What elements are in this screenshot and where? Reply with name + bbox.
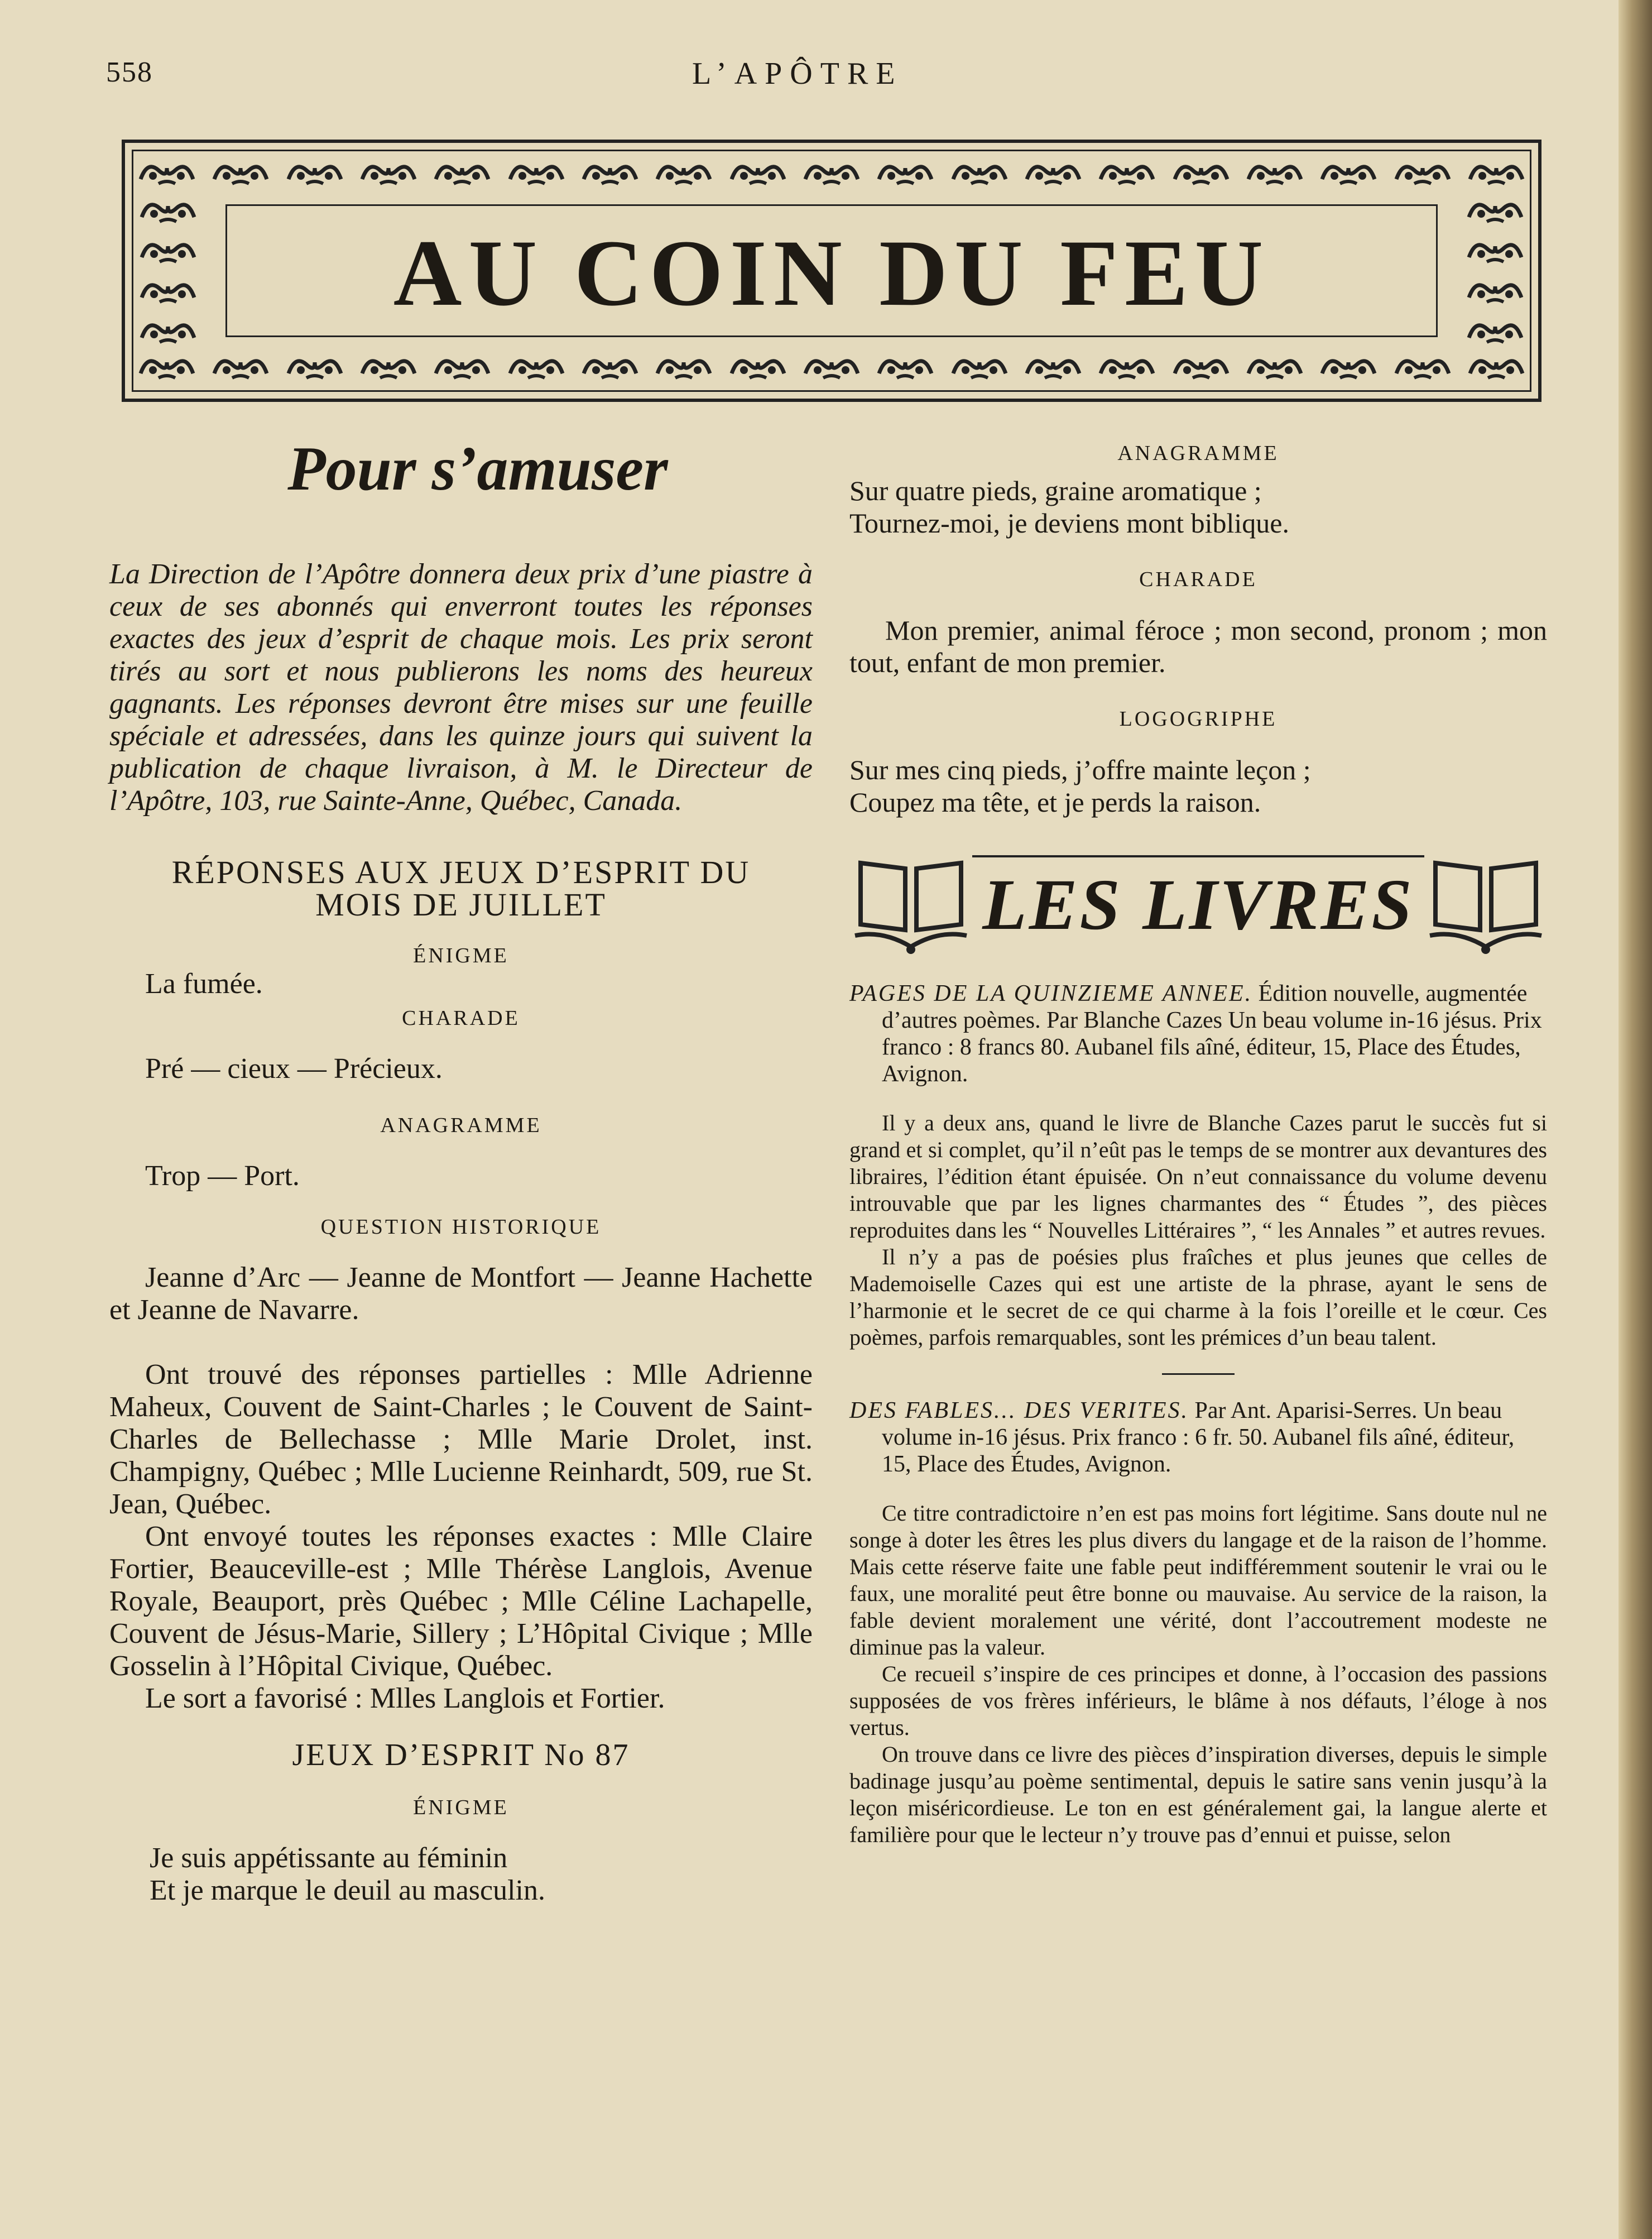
anagramme-answer: Trop — Port.: [145, 1160, 300, 1192]
right-anagramme-label: ANAGRAMME: [1117, 442, 1279, 465]
anagramme-label: ANAGRAMME: [380, 1114, 542, 1137]
book-1-paragraph-2: Il n’y a pas de poésies plus fraîches et plus jeunes que celles de Mademoiselle Cazes qui est une artiste de la phrase, ayant le sens de l’harmonie et le secret de ce qui charme à la fois l’oreille et le cœur. Ces poèmes, parfois remarquables, sont les prémices d’un beau talent.: [849, 1244, 1547, 1350]
fleuron-ornament: [579, 351, 641, 382]
les-livres-banner: [849, 852, 1547, 958]
charade-answer: Pré — cieux — Précieux.: [145, 1053, 443, 1085]
livres-top-rule: [972, 855, 1424, 857]
book-2-title: DES FABLES... DES VERITES.: [849, 1398, 1189, 1423]
page-number: 558: [106, 56, 153, 88]
book-1-title: PAGES DE LA QUINZIEME ANNEE.: [849, 981, 1253, 1006]
book-2-meta: Par Ant. Aparisi-Serres. Un beau volume in-16 jésus. Prix franco : 6 fr. 50. Aubanel fils aîné, éditeur, 15, Place des Études, Avignon.: [882, 1398, 1515, 1477]
fleuron-ornament: [358, 351, 419, 382]
logogriphe-line-1: Sur mes cinq pieds, j’offre mainte leçon ;: [849, 754, 1311, 785]
fleuron-ornament: [431, 351, 493, 382]
fleuron-ornament: [579, 157, 641, 188]
fleuron-ornament: [949, 157, 1010, 188]
ornament-column-left: [137, 190, 199, 351]
enigme-2-label: ÉNIGME: [413, 1796, 509, 1819]
book-2-paragraph-2: Ce recueil s’inspire de ces principes et donne, à l’occasion des passions supposées de vos frères inférieurs, le blâme à nos défauts, l’éloge à nos vertus.: [849, 1661, 1547, 1740]
fleuron-ornament: [284, 351, 345, 382]
fleuron-ornament: [1464, 195, 1526, 226]
banner-title: AU COIN DU FEU: [393, 220, 1270, 325]
right-charade-label: CHARADE: [1139, 568, 1257, 591]
question-historique-answer: Jeanne d’Arc — Jeanne de Montfort — Jeanne Hachette et Jeanne de Navarre.: [109, 1262, 813, 1326]
left-column: [109, 430, 813, 1907]
exact-responses: Ont envoyé toutes les réponses exactes : Mlle Claire Fortier, Beauceville-est ; Mlle Thérèse Langlois, Avenue Royale, Beauport, près Québec ; Mlle Céline Lachapelle, Couvent de Jésus-Marie, Sillery ; L’Hôpital Civique ; Mlle Gosselin à l’Hôpital Civique, Québec.: [109, 1521, 813, 1682]
book-1-header: [849, 980, 1547, 1087]
logogriphe-line-2: Coupez ma tête, et je perds la raison.: [849, 787, 1261, 818]
responses-title: [109, 856, 813, 921]
book-1-paragraph-1: Il y a deux ans, quand le livre de Blanche Cazes parut le succès fut si grand et si complet, qu’il n’eût pas le temps de se montrer aux devantures des libraires, l’édition étant épuisée. On n’eut connaissance du volume devenu introuvable que par les lignes charmantes des “ Études ”, des pièces reproduites dans les “ Nouvelles Littéraires ”, “ les Annales ” et autres revues.: [849, 1110, 1547, 1243]
contest-intro: La Direction de l’Apôtre donnera deux prix d’une piastre à ceux de ses abonnés qui enverront toutes les réponses exactes des jeux d’esprit de chaque mois. Les prix seront tirés au sort et nous publierons les noms des heureux gagnants. Les réponses devront être mises sur une feuille spéciale et adressées, dans les quinze jours qui suivent la publication de chaque livraison, à M. le Directeur de l’Apôtre, 103, rue Sainte-Anne, Québec, Canada.: [109, 558, 813, 817]
open-book-icon-right: [1424, 852, 1547, 958]
fleuron-ornament: [358, 157, 419, 188]
charade-label: CHARADE: [402, 1006, 520, 1030]
fleuron-ornament: [1318, 157, 1379, 188]
fleuron-ornament: [1022, 351, 1084, 382]
fleuron-ornament: [1244, 157, 1305, 188]
fleuron-ornament: [1170, 157, 1232, 188]
section-banner: [122, 140, 1541, 402]
winners: Le sort a favorisé : Mlles Langlois et Fortier.: [145, 1682, 665, 1714]
fleuron-ornament: [137, 275, 199, 306]
right-anagramme-line-2: Tournez-moi, je deviens mont biblique.: [849, 507, 1289, 539]
book-2-header: [849, 1397, 1547, 1478]
fleuron-ornament: [1464, 275, 1526, 306]
fleuron-ornament: [1392, 157, 1453, 188]
enigme-label: ÉNIGME: [413, 944, 509, 967]
fleuron-ornament: [875, 351, 936, 382]
fleuron-ornament: [875, 157, 936, 188]
fleuron-ornament: [136, 157, 198, 188]
fleuron-ornament: [1096, 157, 1158, 188]
fleuron-ornament: [136, 351, 198, 382]
fleuron-ornament: [210, 351, 271, 382]
fleuron-ornament: [1466, 351, 1527, 382]
enigme-2-line-1: Je suis appétissante au féminin: [150, 1842, 508, 1874]
running-title: L’APÔTRE: [692, 56, 903, 91]
fleuron-ornament: [653, 351, 714, 382]
fleuron-ornament: [506, 157, 567, 188]
fleuron-ornament: [1096, 351, 1158, 382]
responses-title-line-2: MOIS DE JUILLET: [315, 886, 607, 923]
enigme-answer: La fumée.: [145, 968, 263, 1000]
book-2-paragraph-1: Ce titre contradictoire n’en est pas moins fort légitime. Sans doute nul ne songe à doter les êtres les plus divers du langage et de la raison de l’homme. Mais cette réserve faite une fable peut indifféremment soutenir le vrai ou le faux, une moralité peut être bonne ou mauvaise. Au service de la raison, la fable devient moralement une vérité, dont l’accoutrement modeste ne diminue pas la valeur.: [849, 1500, 1547, 1660]
fleuron-ornament: [1466, 157, 1527, 188]
fleuron-ornament: [1392, 351, 1453, 382]
fleuron-ornament: [1022, 157, 1084, 188]
section-heading-pour-samuser: Pour s’amuser: [287, 434, 668, 504]
open-book-icon-left: [849, 852, 972, 958]
fleuron-ornament: [137, 195, 199, 226]
right-anagramme-line-1: Sur quatre pieds, graine aromatique ;: [849, 475, 1262, 506]
fleuron-ornament: [727, 351, 789, 382]
fleuron-ornament: [210, 157, 271, 188]
enigme-2-line-2: Et je marque le deuil au masculin.: [150, 1874, 545, 1906]
fleuron-ornament: [949, 351, 1010, 382]
fleuron-ornament: [1464, 315, 1526, 347]
section-divider: [1162, 1373, 1235, 1375]
fleuron-ornament: [1318, 351, 1379, 382]
banner-title-frame: [225, 204, 1438, 337]
fleuron-ornament: [1244, 351, 1305, 382]
fleuron-ornament: [284, 157, 345, 188]
les-livres-title: LES LIVRES: [982, 865, 1414, 945]
page-edge-shadow: [1619, 0, 1652, 2239]
partial-responses: Ont trouvé des réponses partielles : Mlle Adrienne Maheux, Couvent de Saint-Charles ; le Couvent de Saint-Charles de Bellechasse ; Mlle Marie Drolet, inst. Champigny, Québec ; Mlle Lucienne Reinhardt, 509, rue St. Jean, Québec.: [109, 1359, 813, 1520]
fleuron-ornament: [1170, 351, 1232, 382]
logogriphe-label: LOGOGRIPHE: [1119, 707, 1278, 731]
book-1-meta: Édition nouvelle, augmentée d’autres poèmes. Par Blanche Cazes Un beau volume in-16 jésus. Prix franco : 8 francs 80. Aubanel fils aîné, éditeur, 15, Place des Études, Avignon.: [882, 981, 1542, 1087]
fleuron-ornament: [137, 315, 199, 347]
ornament-row-top: [136, 157, 1527, 190]
fleuron-ornament: [727, 157, 789, 188]
right-column: [849, 441, 1547, 1848]
jeux-esprit-title: JEUX D’ESPRIT No 87: [292, 1738, 630, 1772]
fleuron-ornament: [137, 235, 199, 266]
fleuron-ornament: [653, 157, 714, 188]
book-2-paragraph-3: On trouve dans ce livre des pièces d’inspiration diverses, depuis le simple badinage jusqu’au poème sentimental, depuis le satire sans venin jusqu’à la leçon miséricordieuse. Le ton en est généralement gai, la langue alerte et familière pour que le lecteur n’y trouve pas d’ennui et puisse, selon: [849, 1742, 1547, 1847]
ornament-row-bottom: [136, 351, 1527, 385]
fleuron-ornament: [1464, 235, 1526, 266]
right-charade-text: Mon premier, animal féroce ; mon second, pronom ; mon tout, enfant de mon premier.: [849, 615, 1547, 678]
fleuron-ornament: [506, 351, 567, 382]
fleuron-ornament: [431, 157, 493, 188]
question-historique-label: QUESTION HISTORIQUE: [320, 1215, 602, 1239]
fleuron-ornament: [801, 157, 862, 188]
ornament-column-right: [1464, 190, 1526, 351]
fleuron-ornament: [801, 351, 862, 382]
responses-title-line-1: RÉPONSES AUX JEUX D’ESPRIT DU: [171, 854, 751, 890]
